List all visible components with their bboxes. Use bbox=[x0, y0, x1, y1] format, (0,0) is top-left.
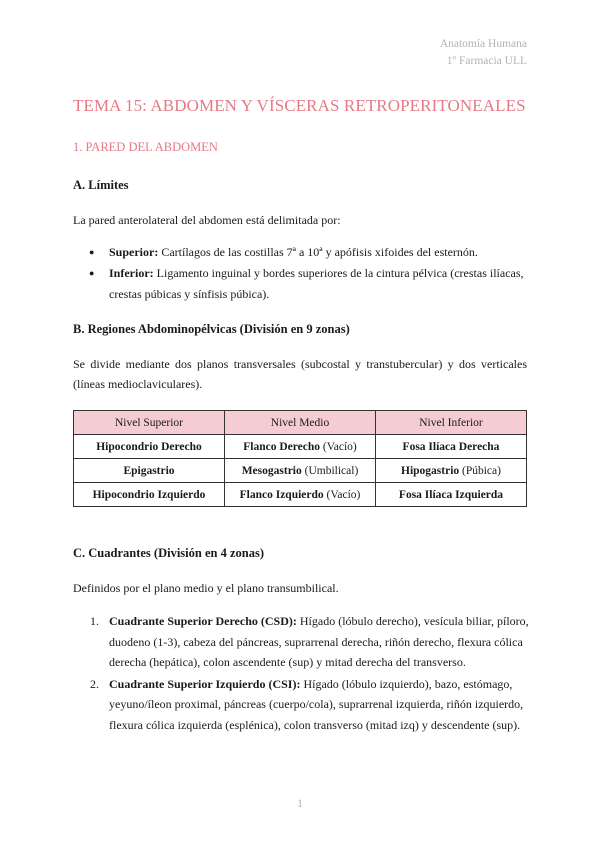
item-text: Ligamento inguinal y bordes superiores de la cintura pélvica (crestas ilíacas, crestas púbicas y sínfisis púbica). bbox=[109, 266, 524, 301]
limits-heading: A. Límites bbox=[73, 178, 129, 192]
item-term: Cuadrante Superior Izquierdo (CSI): bbox=[109, 676, 304, 691]
item-term: Inferior: bbox=[109, 266, 157, 280]
regions-intro: Se divide mediante dos planos transversales (subcostal y transtubercular) y dos verticales (líneas medioclaviculares). bbox=[73, 357, 527, 391]
item-term: Cuadrante Superior Derecho (CSD): bbox=[109, 614, 300, 628]
table-row bbox=[74, 435, 527, 459]
table-cell: Fosa Ilíaca Izquierda bbox=[376, 483, 527, 507]
bullet-icon: ● bbox=[89, 247, 95, 257]
column-header: Nivel Superior bbox=[74, 411, 225, 435]
table-cell: Fosa Ilíaca Derecha bbox=[376, 435, 527, 459]
limits-intro: La pared anterolateral del abdomen está delimitada por: bbox=[73, 213, 341, 227]
document-title: TEMA 15: ABDOMEN Y VÍSCERAS RETROPERITONEALES bbox=[73, 96, 526, 115]
list-item bbox=[73, 263, 529, 305]
item-number: 2. bbox=[90, 676, 99, 691]
table-cell: Flanco Derecho (Vacío) bbox=[225, 435, 376, 459]
item-term: Superior: bbox=[109, 245, 162, 259]
table-cell: Hipocondrio Derecho bbox=[74, 435, 225, 459]
list-item bbox=[73, 242, 529, 263]
quadrants-intro: Definidos por el plano medio y el plano transumbilical. bbox=[73, 581, 339, 595]
item-text: Hígado (lóbulo derecho), vesícula biliar, píloro, duodeno (1-3), cabeza del páncreas, suprarrenal derecha, riñón derecho, flexura cólica derecha (hepática), colon ascendente (sup) y mitad derecha del transverso. bbox=[109, 614, 529, 669]
header-course: Anatomía Humana bbox=[439, 38, 527, 50]
list-item bbox=[73, 611, 529, 673]
list-item bbox=[73, 674, 529, 736]
quadrants-heading: C. Cuadrantes (División en 4 zonas) bbox=[73, 546, 264, 560]
table-row bbox=[74, 459, 527, 483]
regions-table bbox=[73, 410, 527, 507]
limits-list bbox=[73, 242, 529, 305]
item-text: Cartílagos de las costillas 7ª a 10ª y apófisis xifoides del esternón. bbox=[161, 245, 478, 259]
table-row bbox=[74, 483, 527, 507]
table-cell: Hipocondrio Izquierdo bbox=[74, 483, 225, 507]
table-cell: Hipogastrio (Púbica) bbox=[376, 459, 527, 483]
page-number: 1 bbox=[297, 796, 303, 810]
section-heading: 1. PARED DEL ABDOMEN bbox=[73, 140, 218, 154]
column-header: Nivel Medio bbox=[225, 411, 376, 435]
table-cell: Epigastrio bbox=[74, 459, 225, 483]
item-text: Hígado (lóbulo izquierdo), bazo, estómago, yeyuno/íleon proximal, páncreas (cuerpo/cola), suprarrenal izquierda, riñón izquierdo, flexura cólica izquierda (esplénica), colon transverso (mitad izq) y descendente (sup). bbox=[109, 676, 524, 732]
column-header: Nivel Inferior bbox=[376, 411, 527, 435]
quadrants-list bbox=[73, 611, 529, 736]
regions-heading: B. Regiones Abdominopélvicas (División en 9 zonas) bbox=[73, 322, 350, 336]
bullet-icon: ● bbox=[89, 268, 95, 278]
header-group: 1º Farmacia ULL bbox=[446, 55, 527, 67]
table-header-row bbox=[74, 411, 527, 435]
item-number: 1. bbox=[90, 614, 99, 628]
table-cell: Mesogastrio (Umbilical) bbox=[225, 459, 376, 483]
page-header bbox=[440, 36, 527, 70]
table-cell: Flanco Izquierdo (Vacío) bbox=[225, 483, 376, 507]
